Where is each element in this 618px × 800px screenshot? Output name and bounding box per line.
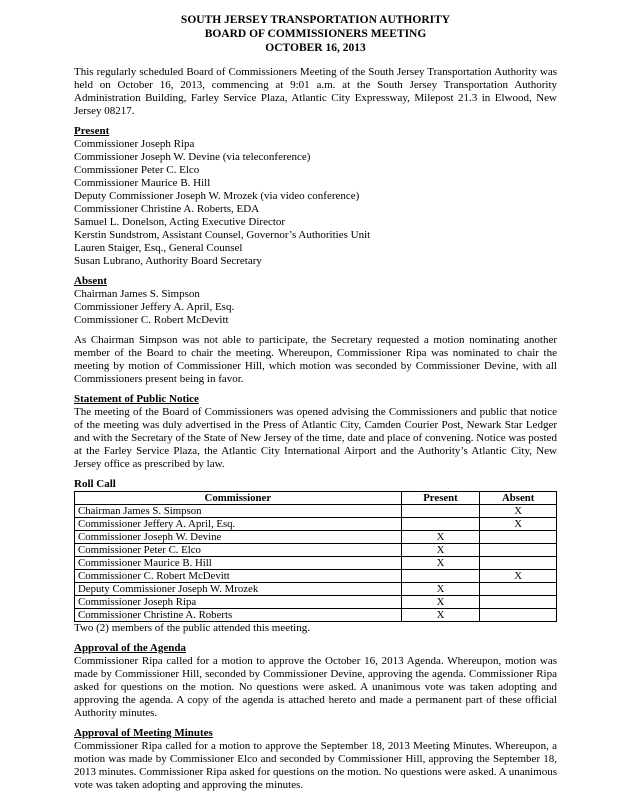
table-row (75, 518, 557, 531)
table-header-row (75, 492, 557, 505)
column-header-absent: Absent (480, 492, 557, 505)
list-item: Lauren Staiger, Esq., General Counsel (74, 242, 243, 254)
table-row (75, 609, 557, 622)
absent-mark (480, 544, 557, 557)
list-item: Commissioner Christine A. Roberts, EDA (74, 203, 260, 215)
list-item: Commissioner Peter C. Elco (74, 164, 200, 176)
agenda-heading: Approval of the Agenda (74, 642, 186, 654)
present-mark: X (401, 544, 480, 557)
list-item: Commissioner Joseph Ripa (74, 138, 195, 150)
commissioner-name: Commissioner Joseph Ripa (75, 596, 402, 609)
minutes-paragraph: Commissioner Ripa called for a motion to approve the September 18, 2013 Meeting Minutes. Whereupon, a motion was made by Commissioner Elco and seconded by Commissioner Hill, approving the September 18, 2013 minutes. Commissioner Ripa asked for questions on the motion. No questions were asked. A unanimous vote was taken adopting and approving the minutes. (74, 740, 557, 791)
table-row (75, 505, 557, 518)
document-page (74, 13, 557, 792)
agenda-paragraph: Commissioner Ripa called for a motion to approve the October 16, 2013 Agenda. Whereupon, motion was made by Commissioner Hill, seconded by Commissioner Devine, approving the agenda. Commissioner Ripa asked for questions on the motion. No questions were asked. A unanimous vote was taken adopting and approving the agenda. A copy of the agenda is attached hereto and made a permanent part of these official Authority minutes. (74, 655, 557, 719)
absent-mark (480, 557, 557, 570)
minutes-heading: Approval of Meeting Minutes (74, 727, 213, 739)
column-header-commissioner: Commissioner (75, 492, 402, 505)
commissioner-name: Commissioner Jeffery A. April, Esq. (75, 518, 402, 531)
present-mark (401, 570, 480, 583)
list-item: Commissioner Maurice B. Hill (74, 177, 211, 189)
intro-paragraph: This regularly scheduled Board of Commissioners Meeting of the South Jersey Transportation Authority was held on October 16, 2013, commencing at 9:01 a.m. at the South Jersey Transportation Authority Administration Building, Farley Service Plaza, Atlantic City Expressway, Milepost 21.3 in Elwood, New Jersey 08217. (74, 66, 557, 117)
present-mark: X (401, 596, 480, 609)
public-notice-heading: Statement of Public Notice (74, 393, 199, 405)
present-mark: X (401, 557, 480, 570)
absent-mark (480, 531, 557, 544)
commissioner-name: Commissioner C. Robert McDevitt (75, 570, 402, 583)
absent-mark: X (480, 518, 557, 531)
absent-mark (480, 583, 557, 596)
table-row (75, 596, 557, 609)
absent-mark (480, 609, 557, 622)
list-item: Commissioner C. Robert McDevitt (74, 314, 229, 326)
roll-call-table (74, 491, 557, 622)
list-item: Samuel L. Donelson, Acting Executive Director (74, 216, 286, 228)
list-item: Deputy Commissioner Joseph W. Mrozek (via video conference) (74, 190, 360, 202)
present-heading: Present (74, 125, 110, 137)
roll-call-note: Two (2) members of the public attended this meeting. (74, 622, 310, 634)
public-notice-paragraph: The meeting of the Board of Commissioners was opened advising the Commissioners and public that notice of the meeting was duly advertised in the Press of Atlantic City, Camden Courier Post, Newark Star Ledger and with the Secretary of the State of New Jersey of the time, date and place of convening. Notice was posted at the Farley Service Plaza, the Atlantic City International Airport and the Authority’s Atlantic City, New Jersey office as prescribed by law. (74, 406, 557, 470)
present-list (74, 138, 557, 268)
present-mark (401, 505, 480, 518)
title-line-date: OCTOBER 16, 2013 (265, 42, 366, 54)
list-item: Commissioner Jeffery A. April, Esq. (74, 301, 235, 313)
title-line-authority: SOUTH JERSEY TRANSPORTATION AUTHORITY (180, 14, 451, 26)
absent-list (74, 288, 557, 327)
document-title (74, 13, 557, 55)
roll-call-heading: Roll Call (74, 478, 116, 490)
present-mark (401, 518, 480, 531)
commissioner-name: Commissioner Maurice B. Hill (75, 557, 402, 570)
absent-mark: X (480, 570, 557, 583)
absent-mark: X (480, 505, 557, 518)
absent-mark (480, 596, 557, 609)
table-row (75, 557, 557, 570)
table-row (75, 531, 557, 544)
list-item: Commissioner Joseph W. Devine (via teleconference) (74, 151, 311, 163)
present-mark: X (401, 609, 480, 622)
title-line-meeting: BOARD OF COMMISSIONERS MEETING (204, 28, 427, 40)
table-row (75, 570, 557, 583)
table-row (75, 583, 557, 596)
absent-heading: Absent (74, 275, 108, 287)
list-item: Susan Lubrano, Authority Board Secretary (74, 255, 262, 267)
column-header-present: Present (401, 492, 480, 505)
commissioner-name: Commissioner Joseph W. Devine (75, 531, 402, 544)
present-mark: X (401, 531, 480, 544)
list-item: Kerstin Sundstrom, Assistant Counsel, Governor’s Authorities Unit (74, 229, 371, 241)
commissioner-name: Chairman James S. Simpson (75, 505, 402, 518)
table-row (75, 544, 557, 557)
commissioner-name: Deputy Commissioner Joseph W. Mrozek (75, 583, 402, 596)
commissioner-name: Commissioner Christine A. Roberts (75, 609, 402, 622)
list-item: Chairman James S. Simpson (74, 288, 200, 300)
present-mark: X (401, 583, 480, 596)
commissioner-name: Commissioner Peter C. Elco (75, 544, 402, 557)
chair-paragraph: As Chairman Simpson was not able to participate, the Secretary requested a motion nominating another member of the Board to chair the meeting. Whereupon, Commissioner Ripa was nominated to chair the meeting by motion of Commissioner Hill, which motion was seconded by Commissioner Devine, with all Commissioners present being in favor. (74, 334, 557, 385)
